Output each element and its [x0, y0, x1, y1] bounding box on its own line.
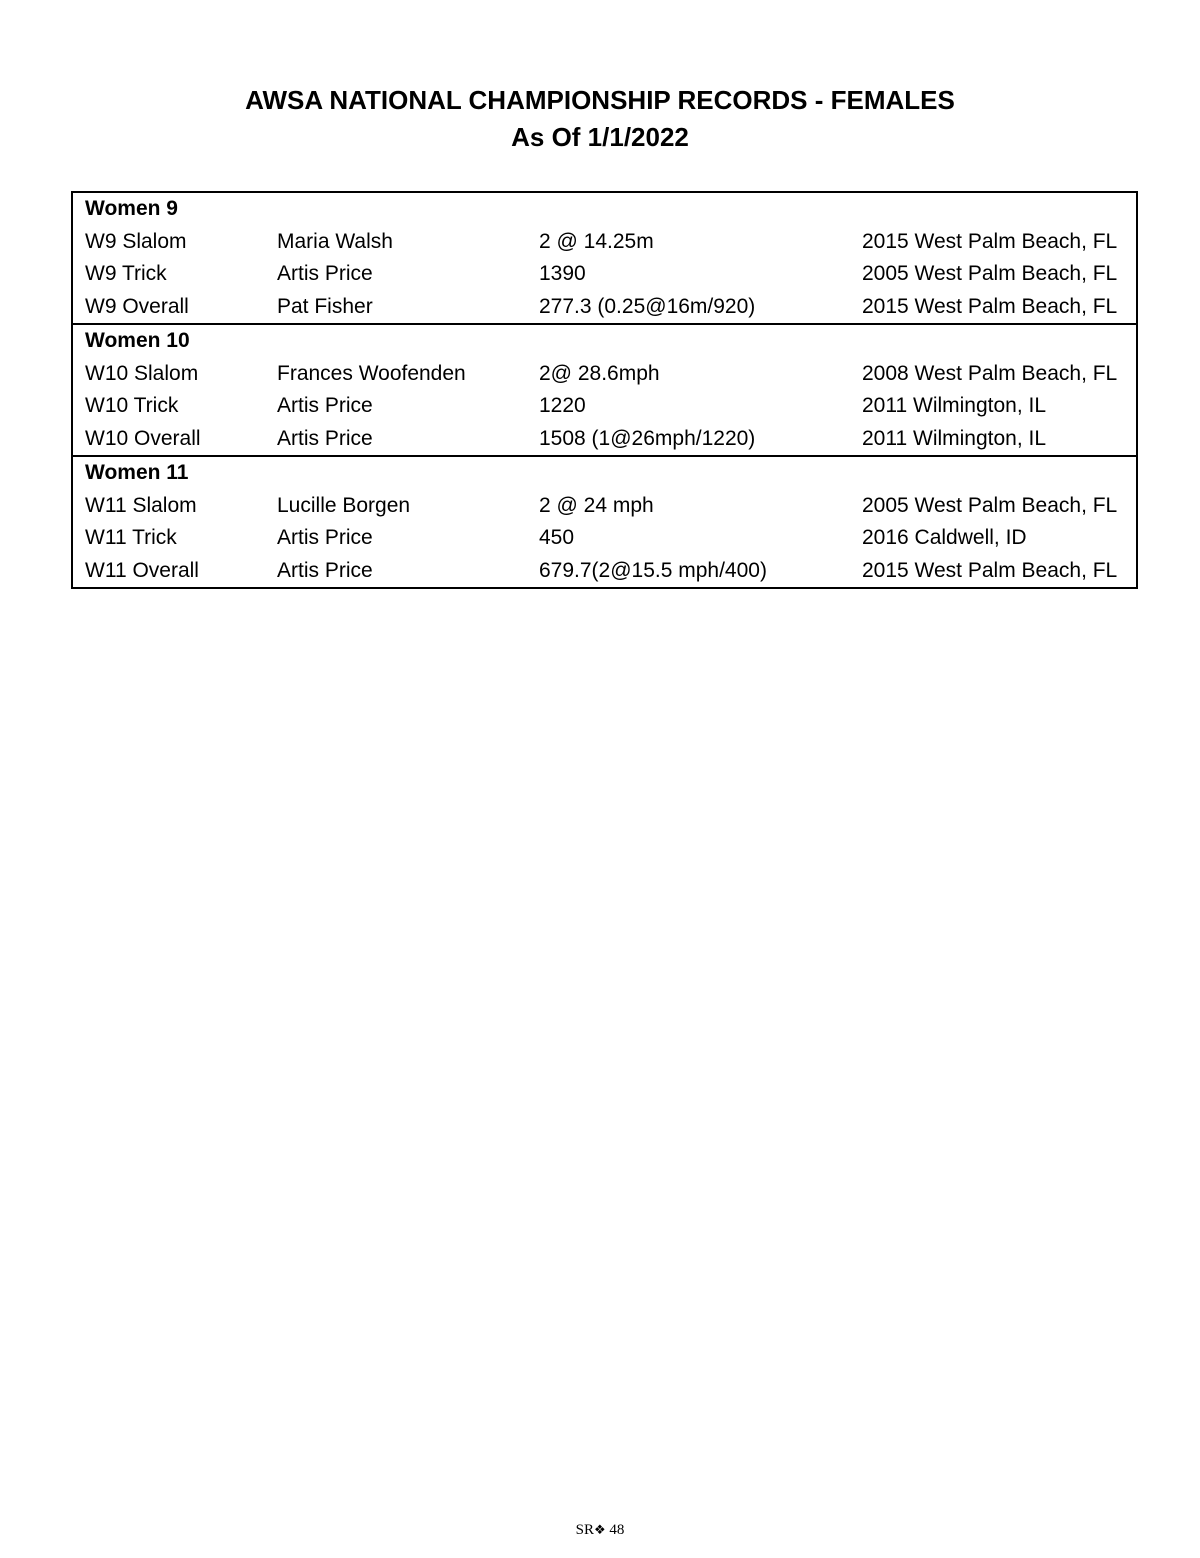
- event-cell: W10 Overall: [85, 426, 201, 450]
- score-cell: 1220: [539, 394, 586, 417]
- event-cell: W11 Overall: [85, 558, 199, 582]
- event-cell: W9 Trick: [85, 262, 167, 285]
- group-heading: Women 10: [85, 329, 190, 352]
- diamond-ornament-icon: ❖: [593, 1523, 606, 1538]
- page-footer: [0, 1520, 1200, 1541]
- page-subtitle-date: As Of 1/1/2022: [511, 122, 689, 152]
- place-cell: 2015 West Palm Beach, FL: [862, 558, 1118, 582]
- event-cell: W9 Slalom: [85, 229, 187, 253]
- place-cell: 2015 West Palm Beach, FL: [862, 229, 1118, 253]
- place-cell: 2016 Caldwell, ID: [862, 526, 1027, 549]
- group-heading: Women 9: [85, 197, 178, 220]
- name-cell: Artis Price: [277, 394, 373, 417]
- table-row: [73, 226, 1136, 259]
- group-women-11: [73, 455, 1136, 587]
- place-cell: 2008 West Palm Beach, FL: [862, 361, 1118, 385]
- name-cell: Maria Walsh: [277, 229, 393, 253]
- name-cell: Pat Fisher: [277, 294, 373, 318]
- group-women-9: [73, 193, 1136, 323]
- name-cell: Frances Woofenden: [277, 361, 466, 385]
- score-cell: 450: [539, 526, 575, 549]
- group-heading-row: [73, 325, 1136, 358]
- table-row: [73, 291, 1136, 324]
- group-heading-row: [73, 457, 1136, 490]
- score-cell: 2 @ 14.25m: [539, 229, 654, 253]
- event-cell: W11 Slalom: [85, 493, 197, 517]
- page-number: 48: [609, 1522, 625, 1538]
- place-cell: 2015 West Palm Beach, FL: [862, 294, 1118, 318]
- table-row: [73, 555, 1136, 588]
- group-women-10: [73, 323, 1136, 455]
- group-heading-row: [73, 193, 1136, 226]
- name-cell: Artis Price: [277, 558, 373, 582]
- score-cell: 2 @ 24 mph: [539, 493, 654, 517]
- score-cell: 2@ 28.6mph: [539, 361, 660, 385]
- event-cell: W9 Overall: [85, 294, 189, 318]
- page-title: AWSA NATIONAL CHAMPIONSHIP RECORDS - FEMALES: [245, 85, 955, 115]
- event-cell: W11 Trick: [85, 526, 177, 549]
- table-row: [73, 522, 1136, 555]
- name-cell: Lucille Borgen: [277, 493, 411, 517]
- place-cell: 2011 Wilmington, IL: [862, 426, 1047, 450]
- score-cell: 679.7(2@15.5 mph/400): [539, 558, 767, 582]
- table-row: [73, 423, 1136, 456]
- table-row: [73, 258, 1136, 291]
- table-row: [73, 490, 1136, 523]
- footer-prefix: SR: [575, 1522, 594, 1538]
- event-cell: W10 Slalom: [85, 361, 199, 385]
- table-row: [73, 358, 1136, 391]
- records-table: [71, 191, 1138, 589]
- name-cell: Artis Price: [277, 426, 373, 450]
- place-cell: 2005 West Palm Beach, FL: [862, 262, 1118, 285]
- place-cell: 2011 Wilmington, IL: [862, 394, 1047, 417]
- place-cell: 2005 West Palm Beach, FL: [862, 493, 1118, 517]
- score-cell: 1390: [539, 262, 586, 285]
- name-cell: Artis Price: [277, 262, 373, 285]
- score-cell: 1508 (1@26mph/1220): [539, 426, 756, 450]
- score-cell: 277.3 (0.25@16m/920): [539, 294, 756, 318]
- group-heading: Women 11: [85, 461, 189, 484]
- table-row: [73, 390, 1136, 423]
- event-cell: W10 Trick: [85, 394, 179, 417]
- name-cell: Artis Price: [277, 526, 373, 549]
